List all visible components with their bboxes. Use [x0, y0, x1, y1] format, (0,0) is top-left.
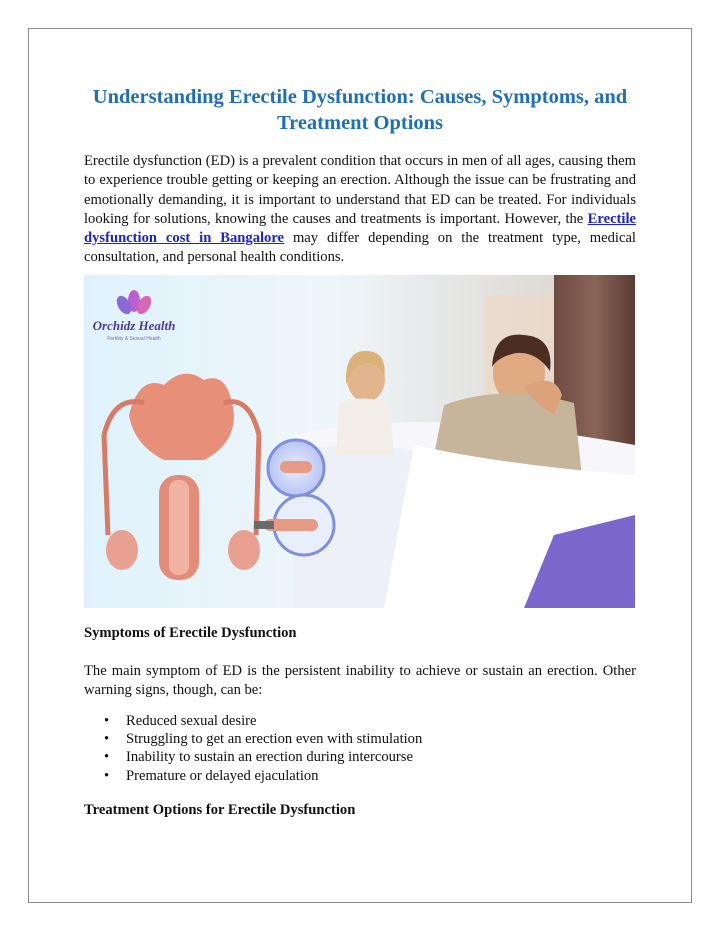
list-item-text: Struggling to get an erection even with stimulation — [126, 731, 423, 748]
list-item — [84, 712, 636, 730]
list-item-text: Inability to sustain an erection during intercourse — [126, 749, 413, 766]
logo-tagline: Fertility & Sexual Health — [107, 336, 161, 342]
hero-image — [84, 275, 635, 608]
list-item-text: Reduced sexual desire — [126, 713, 257, 729]
symptoms-heading: Symptoms of Erectile Dysfunction — [84, 625, 297, 641]
symptoms-list — [84, 712, 636, 785]
treatment-heading: Treatment Options for Erectile Dysfunction — [84, 802, 356, 818]
intro-text-end: may differ depending on the treatment type, medical consultation, and personal health conditions. — [84, 230, 636, 266]
list-item — [84, 748, 636, 766]
intro-paragraph — [84, 152, 636, 268]
bullet-icon: • — [104, 749, 110, 766]
symptoms-paragraph: The main symptom of ED is the persistent inability to achieve or sustain an erection. Other warning signs, though, can be: — [84, 663, 636, 699]
list-item — [84, 767, 636, 785]
logo-name: Orchidz Health — [92, 318, 176, 333]
bangalore-cost-link[interactable]: Erectile dysfunction cost in Bangalore — [84, 210, 636, 247]
list-item — [84, 730, 636, 748]
bullet-icon: • — [104, 731, 110, 748]
bullet-icon: • — [104, 713, 110, 729]
document-title: Understanding Erectile Dysfunction: Causes, Symptoms, and Treatment Options — [92, 86, 628, 134]
list-item-text: Premature or delayed ejaculation — [126, 767, 319, 784]
intro-text-start: Erectile dysfunction (ED) is a prevalent condition that occurs in men of all ages, causing them to experience trouble getting or keeping an erection. Although the issue can be frustrating and emotionally demanding, it is important to understand that ED can be treated. For individuals looking for solutions, knowing the causes and treatments is important. However, the — [84, 153, 636, 227]
bullet-icon: • — [104, 767, 110, 784]
